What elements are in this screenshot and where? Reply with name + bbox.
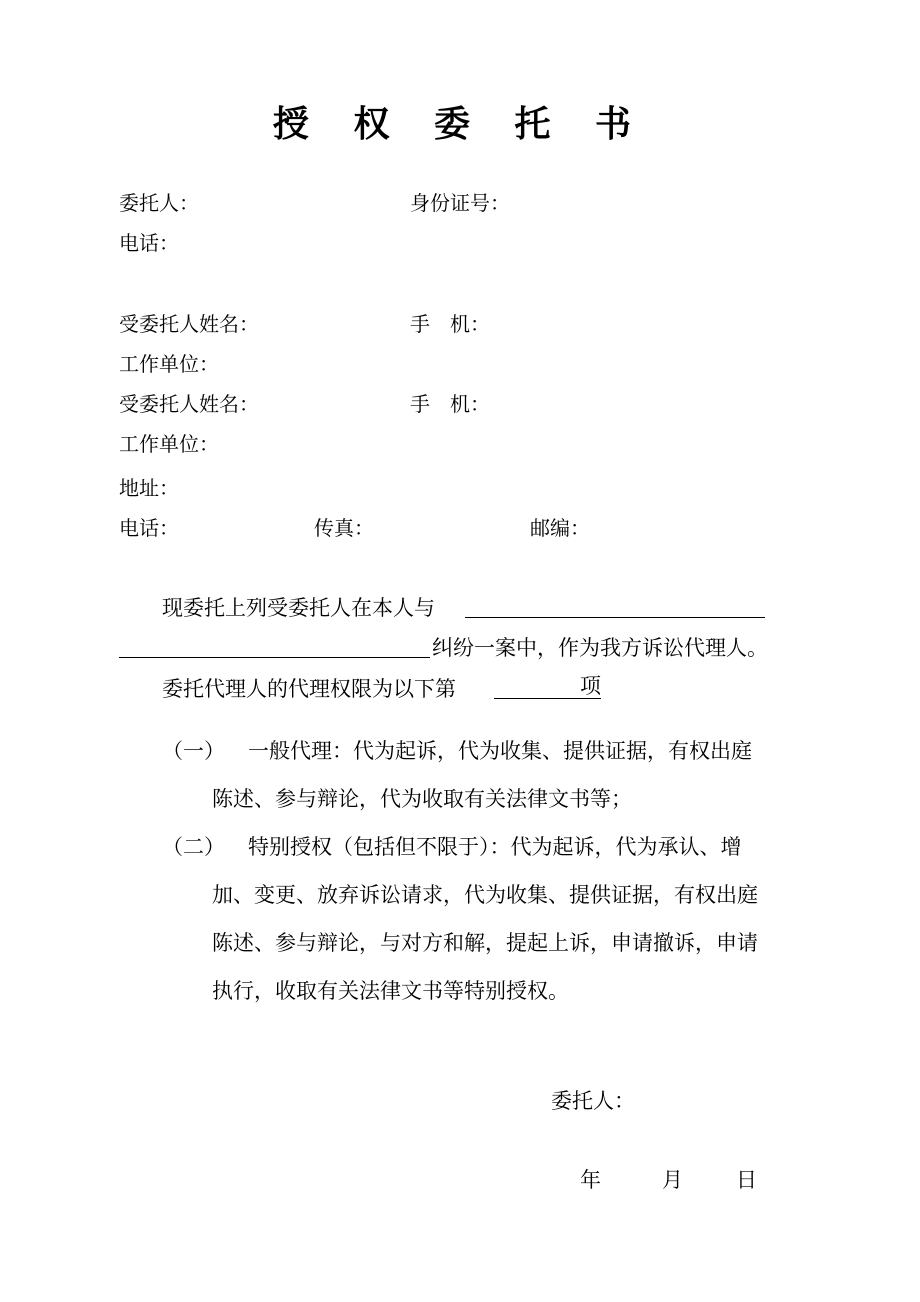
case-type-blank[interactable]	[119, 657, 430, 658]
principal-name-label: 委托人：	[119, 191, 199, 215]
fax-label: 传真：	[314, 516, 374, 540]
postcode-label: 邮编：	[530, 516, 590, 540]
document-title: 授 权 委 托 书	[272, 103, 648, 145]
principal-id-label: 身份证号：	[410, 191, 510, 215]
item-2-line-2: 加、变更、放弃诉讼请求，代为收集、提供证据，有权出庭	[212, 883, 758, 907]
body-line-3-prefix: 委托代理人的代理权限为以下第	[162, 677, 456, 701]
contact-phone-label: 电话：	[119, 516, 179, 540]
body-line-2: 纠纷一案中，作为我方诉讼代理人。	[432, 636, 768, 660]
agent1-name-label: 受委托人姓名：	[119, 312, 259, 336]
item-2-line-4: 执行，收取有关法律文书等特别授权。	[212, 979, 569, 1003]
date-day-label: 日	[736, 1168, 757, 1192]
authority-item-blank[interactable]	[494, 698, 580, 699]
address-label: 地址：	[119, 476, 179, 500]
item-1-line-1: 一般代理：代为起诉，代为收集、提供证据，有权出庭	[248, 739, 752, 763]
agent1-mobile-label: 手 机：	[410, 312, 490, 336]
item-1-line-2: 陈述、参与辩论，代为收取有关法律文书等；	[212, 787, 632, 811]
signature-principal-label: 委托人：	[551, 1089, 635, 1113]
item-2-marker: （二）	[162, 835, 225, 859]
item-2-line-3: 陈述、参与辩论，与对方和解，提起上诉，申请撤诉，申请	[212, 931, 758, 955]
body-line-3-suffix: 项	[580, 674, 601, 698]
principal-phone-label: 电话：	[119, 231, 179, 255]
opponent-name-blank[interactable]	[465, 617, 765, 618]
agent1-workplace-label: 工作单位：	[119, 352, 219, 376]
item-2-line-1: 特别授权（包括但不限于）：代为起诉，代为承认、增	[248, 835, 742, 859]
date-year-label: 年	[580, 1168, 601, 1192]
item-1-marker: （一）	[162, 739, 225, 763]
agent2-workplace-label: 工作单位：	[119, 432, 219, 456]
agent2-name-label: 受委托人姓名：	[119, 392, 259, 416]
body-line-1: 现委托上列受委托人在本人与	[162, 596, 435, 620]
date-month-label: 月	[662, 1168, 683, 1192]
agent2-mobile-label: 手 机：	[410, 392, 490, 416]
